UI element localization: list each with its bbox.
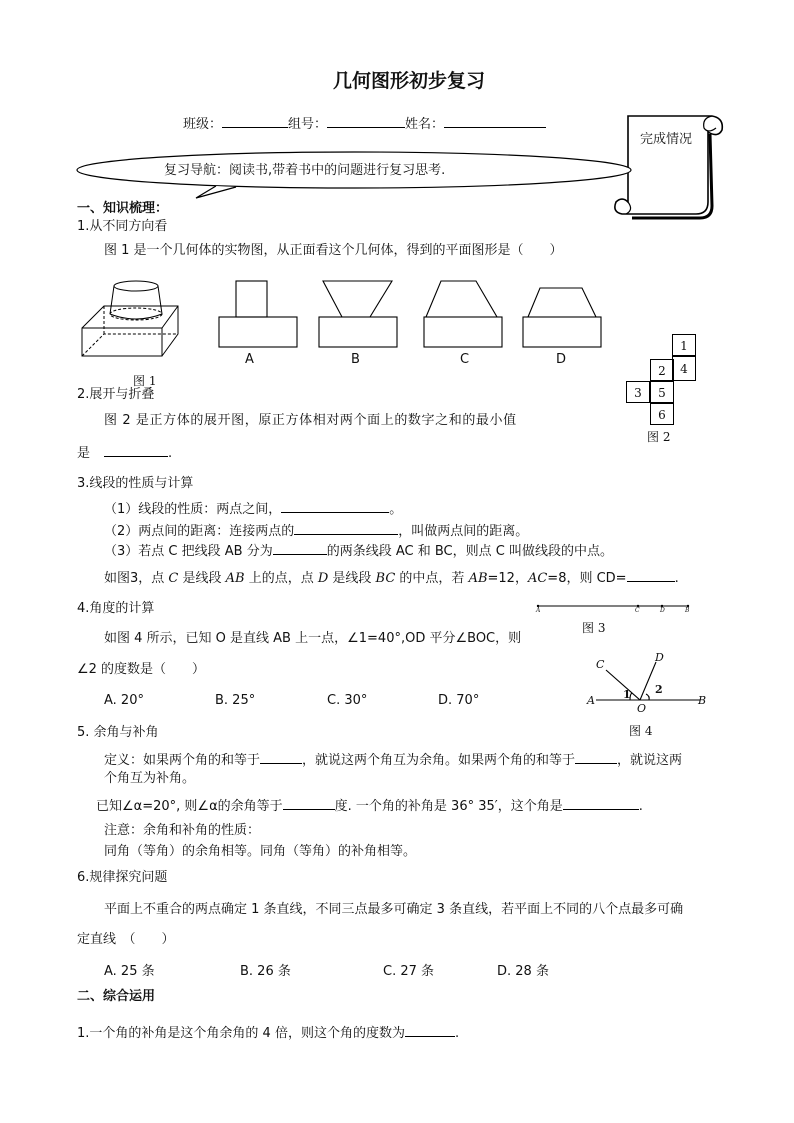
figure4-point-d: D xyxy=(655,651,664,664)
q3-l4-text: 上的点，点 xyxy=(244,571,318,586)
q2-answer-end: . xyxy=(168,446,173,461)
figure4-point-a: A xyxy=(587,694,595,707)
q5-def1-text: 定义：如果两个角的和等于 xyxy=(104,753,261,768)
section2-q1 xyxy=(77,1025,459,1040)
q6-option-d: D. 28 条 xyxy=(497,964,549,979)
q3-l4-var: AB xyxy=(468,571,488,586)
net-cell: 3 xyxy=(626,381,650,403)
q3-title: 3.线段的性质与计算 xyxy=(77,476,194,491)
q3-line3-end: 的两条线段 AC 和 BC，则点 C 叫做线段的中点。 xyxy=(326,544,613,559)
q4-option-a: A. 20° xyxy=(104,693,144,708)
figure1-solid xyxy=(80,276,180,360)
q4-option-c: C. 30° xyxy=(327,693,368,708)
q3-line2 xyxy=(104,523,528,538)
q5-blank-1[interactable] xyxy=(260,752,302,764)
q5-ex-end: . xyxy=(638,799,643,814)
q4-option-d: D. 70° xyxy=(438,693,480,708)
q3-line3-text: （3）若点 C 把线段 AB 分为 xyxy=(104,544,273,559)
q4-option-b: B. 25° xyxy=(215,693,256,708)
q1-text: 图 1 是一个几何体的实物图，从正面看这个几何体，得到的平面图形是（ ） xyxy=(104,243,563,258)
option-b-figure xyxy=(318,280,398,350)
section1-heading: 一、知识梳理： xyxy=(77,201,169,216)
figure4-point-b: B xyxy=(698,694,707,707)
q2-text: 图 2 是正方体的展开图，原正方体相对两个面上的数字之和的最小值 xyxy=(104,413,517,428)
q5-def1-end: ，就说这两 xyxy=(617,753,683,768)
q3-line2-text: （2）两点间的距离：连接两点的 xyxy=(104,524,295,539)
section2-heading: 二、综合运用 xyxy=(77,989,156,1004)
class-label: 班级： xyxy=(183,117,223,132)
group-blank[interactable] xyxy=(327,116,405,128)
figure3-point-c: C xyxy=(635,607,640,614)
net-cell: 4 xyxy=(672,356,696,381)
net-cell: 1 xyxy=(672,334,696,356)
figure2-cube-net xyxy=(626,334,698,426)
q3-line1 xyxy=(104,501,402,516)
q4-text: 如图 4 所示，已知 O 是直线 AB 上一点，∠1=40°,OD 平分∠BOC，则 xyxy=(104,631,522,646)
q3-l4-end: . xyxy=(674,571,679,586)
q6-option-b: B. 26 条 xyxy=(240,964,291,979)
q3-line2-blank[interactable] xyxy=(294,523,398,535)
q3-l4-text: =8，则 CD= xyxy=(547,571,627,586)
q3-line1-end: 。 xyxy=(389,502,403,517)
figure3-point-d: D xyxy=(660,607,665,614)
figure3-segment xyxy=(536,600,696,620)
page-title: 几何图形初步复习 xyxy=(333,70,486,92)
q3-l4-text: 如图3，点 xyxy=(104,571,169,586)
figure3-point-b: B xyxy=(685,607,690,614)
q3-line4 xyxy=(104,570,679,585)
q3-l4-var: D xyxy=(317,571,329,586)
figure4-label: 图 4 xyxy=(629,724,653,738)
q3-line1-blank[interactable] xyxy=(281,501,389,513)
option-a-label: A xyxy=(245,352,254,367)
q4-text2: ∠2 的度数是（ ） xyxy=(77,662,206,677)
figure4-angles xyxy=(590,650,710,720)
figure4-point-o: O xyxy=(637,702,647,715)
figure4-point-c: C xyxy=(596,658,605,671)
guide-text: 复习导航：阅读书,带着书中的问题进行复习思考. xyxy=(164,163,446,178)
option-c-label: C xyxy=(460,352,470,367)
scroll-label: 完成情况 xyxy=(640,132,693,147)
student-info-row xyxy=(183,116,546,131)
q6-text2: 定直线 （ ） xyxy=(77,932,175,947)
q5-ex-a: 已知∠α=20°, 则∠α的余角等于 xyxy=(96,799,283,814)
q5-def1-mid: ，就说这两个角互为余角。如果两个角的和等于 xyxy=(302,753,576,768)
q3-l4-var: AC xyxy=(527,571,548,586)
q2-title: 2.展开与折叠 xyxy=(77,387,155,402)
option-a-figure xyxy=(218,280,298,350)
section2-q1-blank[interactable] xyxy=(405,1025,455,1037)
q6-option-a: A. 25 条 xyxy=(104,964,155,979)
q5-def-line2: 个角互为补角。 xyxy=(104,771,196,786)
name-blank[interactable] xyxy=(444,116,546,128)
q1-title: 1.从不同方向看 xyxy=(77,219,168,234)
figure3-label: 图 3 xyxy=(582,621,606,635)
figure2-label: 图 2 xyxy=(647,430,671,444)
q3-l4-text: 是线段 xyxy=(328,571,376,586)
section2-q1-end: . xyxy=(454,1026,460,1041)
q3-line1-text: （1）线段的性质：两点之间， xyxy=(104,502,282,517)
figure1-label: 图 1 xyxy=(133,374,157,388)
q6-text: 平面上不重合的两点确定 1 条直线，不同三点最多可确定 3 条直线，若平面上不同的八个点最多可确 xyxy=(104,902,684,917)
q3-l4-text: =12， xyxy=(487,571,528,586)
q3-line3 xyxy=(104,543,613,558)
q5-blank-4[interactable] xyxy=(563,798,639,810)
q3-l4-text: 是线段 xyxy=(178,571,226,586)
q6-title: 6.规律探究问题 xyxy=(77,870,168,885)
q5-blank-2[interactable] xyxy=(575,752,617,764)
q4-title: 4.角度的计算 xyxy=(77,601,155,616)
q5-blank-3[interactable] xyxy=(283,798,335,810)
q6-option-c: C. 27 条 xyxy=(383,964,435,979)
q3-line4-blank[interactable] xyxy=(627,570,675,582)
q5-note2: 同角（等角）的余角相等。同角（等角）的补角相等。 xyxy=(104,844,417,859)
q5-ex-b: 度. 一个角的补角是 36° 35′，这个角是 xyxy=(334,799,563,814)
q3-line2-end: ，叫做两点间的距离。 xyxy=(398,524,529,539)
net-cell: 5 xyxy=(650,381,674,403)
group-label: 组号： xyxy=(288,117,328,132)
q3-l4-text: 的中点，若 xyxy=(395,571,469,586)
q3-l4-var: AB xyxy=(225,571,245,586)
name-label: 姓名： xyxy=(405,117,445,132)
q3-l4-var: BC xyxy=(375,571,396,586)
option-d-figure xyxy=(522,280,602,350)
q3-l4-var: C xyxy=(168,571,179,586)
q5-example xyxy=(96,798,643,813)
option-c-figure xyxy=(423,280,503,350)
section2-q1-text: 1.一个角的补角是这个角余角的 4 倍，则这个角的度数为 xyxy=(77,1026,405,1041)
figure3-point-a: A xyxy=(536,607,541,614)
q5-note: 注意：余角和补角的性质： xyxy=(104,823,261,838)
q2-answer-prefix: 是 xyxy=(77,446,91,461)
option-d-label: D xyxy=(556,352,567,367)
net-cell: 6 xyxy=(650,403,674,425)
q2-answer-blank[interactable] xyxy=(104,445,168,457)
q5-title: 5. 余角与补角 xyxy=(77,725,159,740)
class-blank[interactable] xyxy=(222,116,288,128)
figure4-angle-1: 1 xyxy=(623,688,631,701)
option-b-label: B xyxy=(351,352,360,367)
q2-answer-line xyxy=(77,445,172,460)
figure4-angle-2: 2 xyxy=(655,683,663,696)
q5-def-line1 xyxy=(104,752,682,767)
q3-line3-blank[interactable] xyxy=(273,543,327,555)
net-cell: 2 xyxy=(650,359,674,381)
